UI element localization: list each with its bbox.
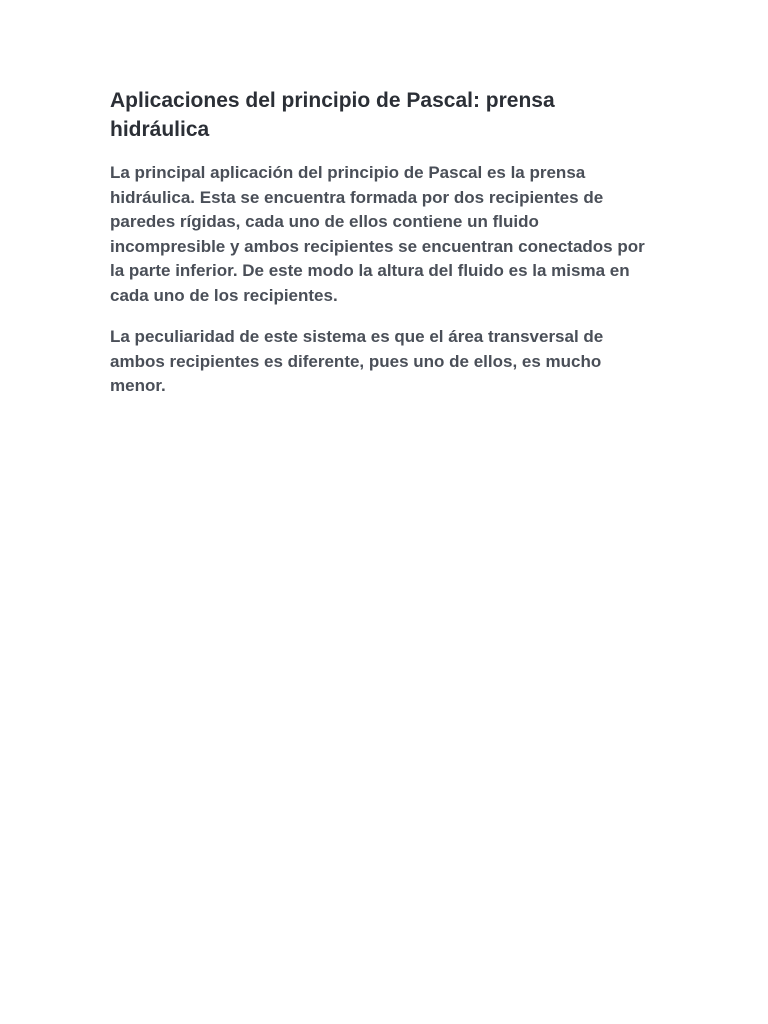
paragraph-2: La peculiaridad de este sistema es que el área transversal de ambos recipientes es diferente, pues uno de ellos, es mucho menor. <box>110 327 604 395</box>
document-title: Aplicaciones del principio de Pascal: prensa hidráulica <box>110 89 555 141</box>
document-body <box>110 86 645 399</box>
paragraph-1: La principal aplicación del principio de Pascal es la prensa hidráulica. Esta se encuentra formada por dos recipientes de paredes rígidas, cada uno de ellos contiene un fluido incompresible y ambos recipientes se encuentran conectados por la parte inferior. De este modo la altura del fluido es la misma en cada uno de los recipientes. <box>110 163 645 305</box>
